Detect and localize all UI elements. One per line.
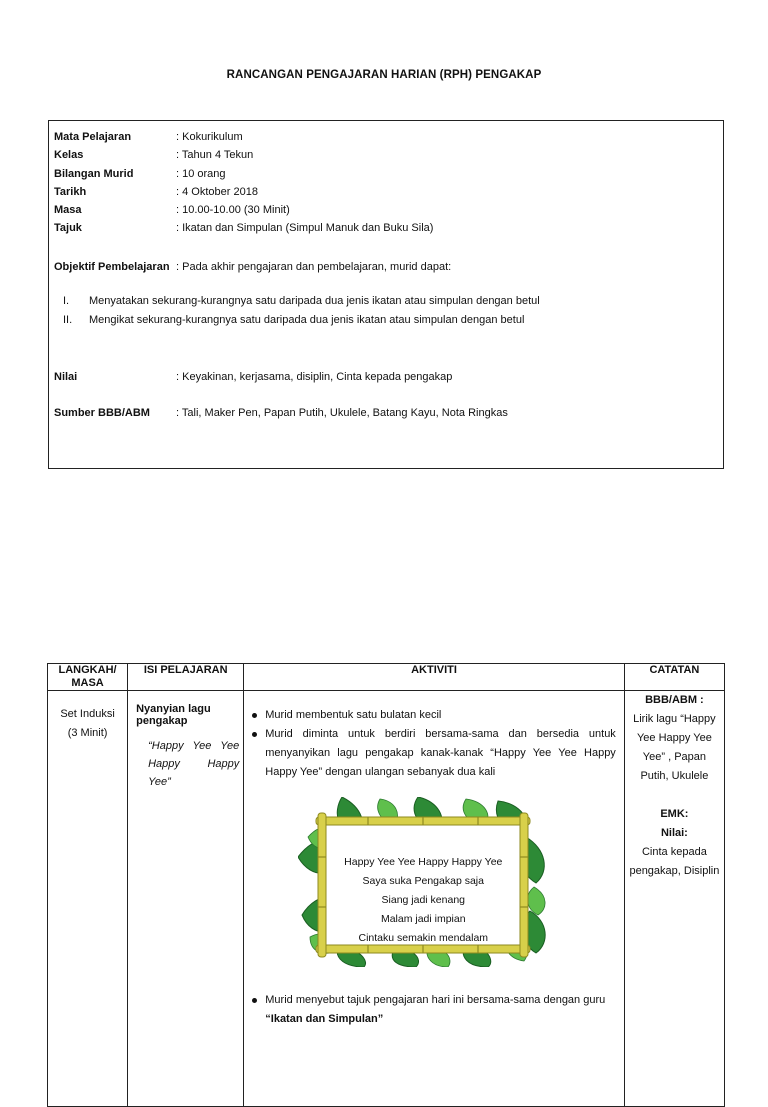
topic-highlight: “Ikatan dan Simpulan” bbox=[265, 1013, 384, 1025]
info-label: Tajuk bbox=[54, 222, 82, 234]
info-label: Kelas bbox=[54, 149, 84, 161]
notes-heading: BBB/ABM : bbox=[645, 694, 704, 706]
objective-text: Mengikat sekurang-kurangnya satu daripada dua jenis ikatan atau simpulan dengan betul bbox=[89, 314, 525, 326]
table-header-row bbox=[48, 664, 725, 691]
info-label: Bilangan Murid bbox=[54, 168, 134, 180]
info-label: Sumber BBB/ABM bbox=[54, 407, 150, 419]
activity-text: Murid diminta untuk berdiri bersama-sama dan bersedia untuk menyanyikan lagu pengakap kanak-kanak “Happy Yee Yee Happy Happy Yee” dengan ulangan sebanyak dua kali bbox=[265, 728, 616, 778]
notes-line: Yee” , Papan bbox=[642, 751, 706, 763]
list-item bbox=[250, 706, 616, 725]
activity-text: Murid menyebut tajuk pengajaran hari ini bersama-sama dengan guru bbox=[265, 994, 606, 1006]
lesson-info-box bbox=[48, 120, 724, 469]
notes-line: Lirik lagu “Happy bbox=[633, 713, 716, 725]
content-title: Nyanyian lagu pengakap bbox=[136, 703, 211, 727]
song-lyrics bbox=[298, 853, 548, 948]
header-text: AKTIVITI bbox=[411, 664, 457, 676]
list-item bbox=[250, 991, 614, 1029]
info-value: : Keyakinan, kerjasama, disiplin, Cinta kepada pengakap bbox=[176, 371, 453, 383]
activity-list-continued bbox=[250, 991, 614, 1029]
header-text: ISI PELAJARAN bbox=[143, 664, 228, 676]
notes-line: Putih, Ukulele bbox=[640, 770, 709, 782]
song-lyrics-frame bbox=[298, 797, 548, 967]
header-activity bbox=[244, 664, 625, 691]
header-text: MASA bbox=[71, 677, 104, 689]
activity-list bbox=[250, 706, 616, 782]
objective-intro: : Pada akhir pengajaran dan pembelajaran, murid dapat: bbox=[176, 261, 452, 273]
song-title-line: “Happy Yee Yee bbox=[148, 740, 240, 752]
info-value: : 10.00-10.00 (30 Minit) bbox=[176, 204, 290, 216]
lyric-line: Cintaku semakin mendalam bbox=[358, 932, 489, 944]
lesson-plan-table bbox=[47, 663, 725, 1107]
step-name: Set Induksi bbox=[60, 708, 115, 720]
objective-label: Objektif Pembelajaran bbox=[54, 261, 170, 273]
info-value: : Kokurikulum bbox=[176, 131, 243, 143]
bullet-icon bbox=[252, 732, 257, 737]
lyric-line: Malam jadi impian bbox=[380, 913, 466, 925]
notes-line: pengakap, Disiplin bbox=[629, 865, 720, 877]
info-value: : Tali, Maker Pen, Papan Putih, Ukulele, Batang Kayu, Nota Ringkas bbox=[176, 407, 508, 419]
objective-item bbox=[63, 295, 540, 307]
content-cell bbox=[128, 691, 244, 1107]
header-text: CATATAN bbox=[649, 664, 700, 676]
info-value: : Ikatan dan Simpulan (Simpul Manuk dan Buku Sila) bbox=[176, 222, 434, 234]
info-label: Tarikh bbox=[54, 186, 87, 198]
objective-item bbox=[63, 314, 524, 326]
header-step-time bbox=[48, 664, 128, 691]
info-value: : 10 orang bbox=[176, 168, 226, 180]
song-title bbox=[136, 737, 239, 791]
lyric-line: Saya suka Pengakap saja bbox=[362, 875, 484, 887]
info-value: : 4 Oktober 2018 bbox=[176, 186, 258, 198]
notes-line: Cinta kepada bbox=[641, 846, 707, 858]
document-title: RANCANGAN PENGAJARAN HARIAN (RPH) PENGAKAP bbox=[226, 69, 542, 81]
notes-line: Yee Happy Yee bbox=[636, 732, 712, 744]
song-title-line: Happy Happy bbox=[148, 758, 240, 770]
objective-number: I. bbox=[63, 295, 70, 307]
info-value: : Tahun 4 Tekun bbox=[176, 149, 254, 161]
notes-heading: Nilai: bbox=[660, 827, 688, 839]
step-cell bbox=[48, 691, 128, 1107]
objective-number: II. bbox=[63, 314, 73, 326]
header-notes bbox=[624, 664, 724, 691]
info-label: Nilai bbox=[54, 371, 78, 383]
step-duration: (3 Minit) bbox=[67, 727, 108, 739]
lyric-line: Siang jadi kenang bbox=[381, 894, 465, 906]
info-label: Mata Pelajaran bbox=[54, 131, 132, 143]
song-title-line: Yee” bbox=[148, 776, 171, 788]
header-content bbox=[128, 664, 244, 691]
activity-text: Murid membentuk satu bulatan kecil bbox=[265, 709, 442, 721]
objective-text: Menyatakan sekurang-kurangnya satu daripada dua jenis ikatan atau simpulan dengan betul bbox=[89, 295, 540, 307]
notes-spacer bbox=[625, 786, 724, 805]
list-item bbox=[250, 725, 616, 782]
lyric-line: Happy Yee Yee Happy Happy Yee bbox=[344, 856, 503, 868]
notes-heading: EMK: bbox=[660, 808, 689, 820]
bullet-icon bbox=[252, 998, 257, 1003]
table-row bbox=[48, 691, 725, 1107]
header-text: LANGKAH/ bbox=[58, 664, 117, 676]
notes-cell bbox=[624, 691, 724, 1107]
info-label: Masa bbox=[54, 204, 82, 216]
activity-cell bbox=[244, 691, 625, 1107]
bullet-icon bbox=[252, 713, 257, 718]
